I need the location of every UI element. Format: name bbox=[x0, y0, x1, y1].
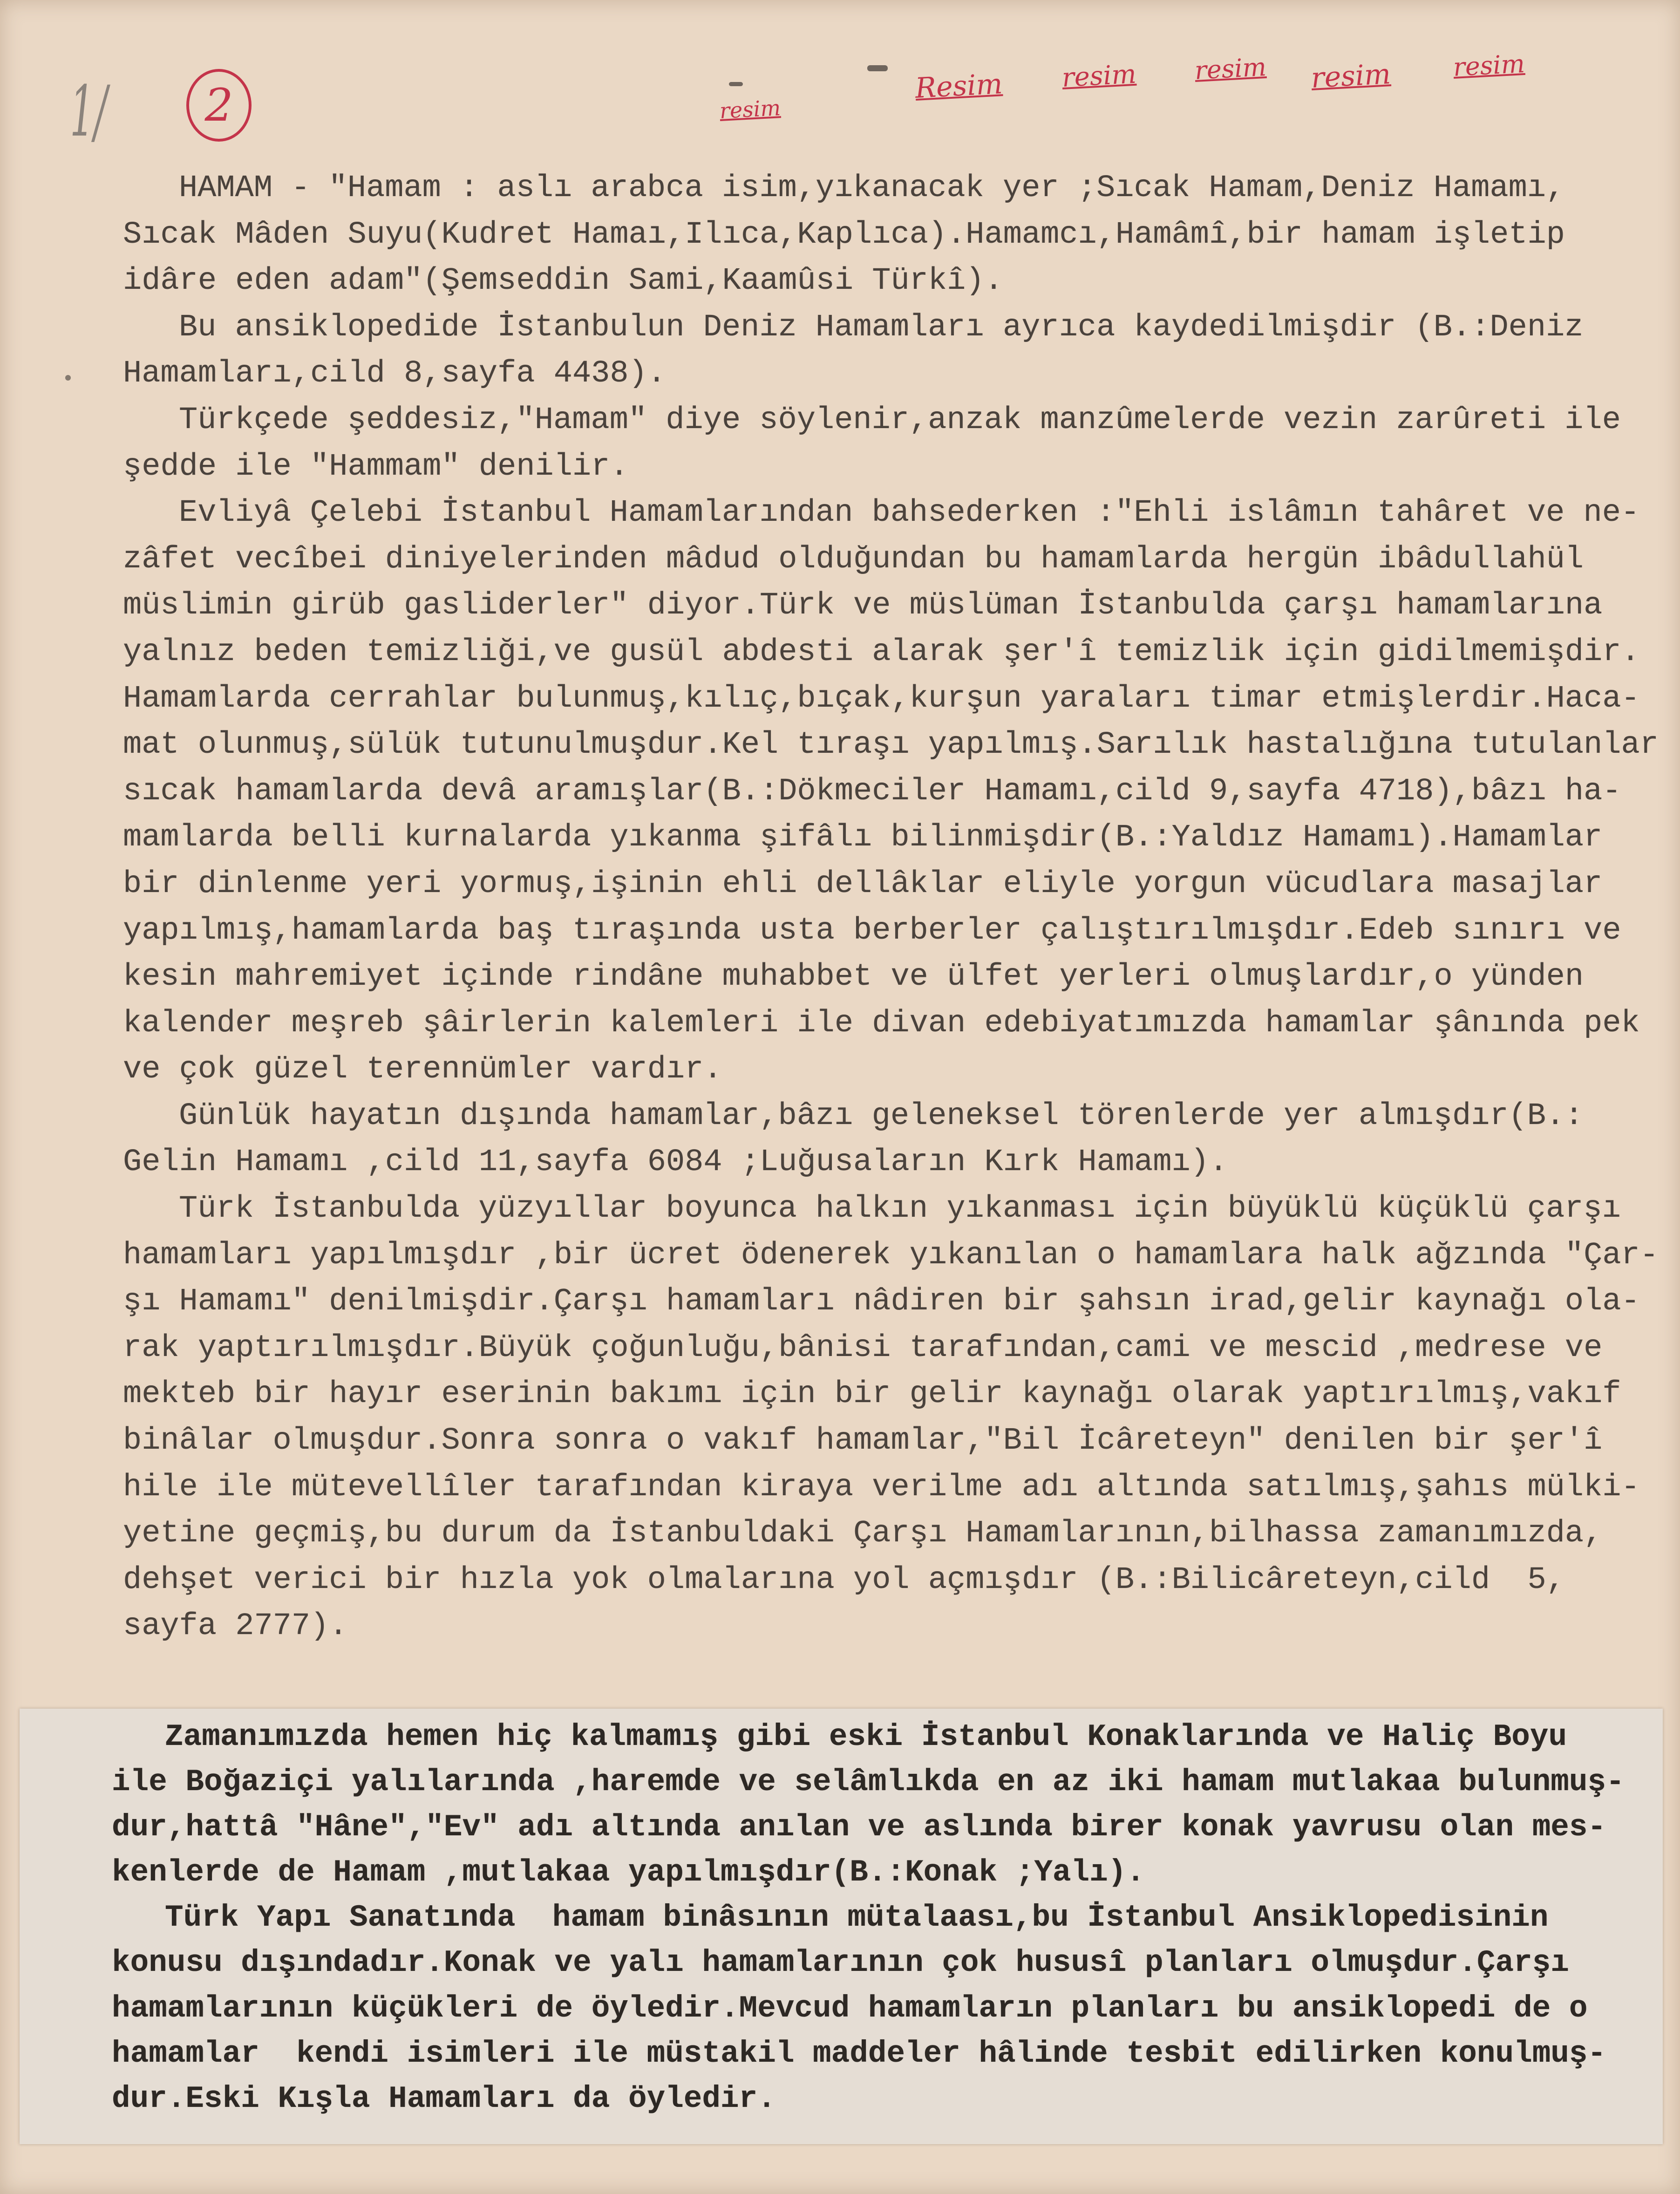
slip-line: dur.Eski Kışla Hamamları da öyledir. bbox=[112, 2081, 776, 2116]
paragraph bbox=[123, 490, 1669, 1093]
paragraph bbox=[123, 397, 1669, 490]
red-pen-note: resim bbox=[1194, 52, 1267, 85]
text-line: bir dinlenme yeri yormuş,işinin ehli dellâklar eliyle yorgun vücudlara masajlar bbox=[123, 866, 1603, 902]
text-line: yapılmış,hamamlarda baş tıraşında usta berberler çalıştırılmışdır.Edeb sınırı ve bbox=[123, 913, 1621, 948]
text-line: Hamamlarda cerrahlar bulunmuş,kılıç,bıçak,kurşun yaraları timar etmişlerdir.Haca- bbox=[123, 681, 1640, 716]
text-line: hamamları yapılmışdır ,bir ücret ödenerek yıkanılan o hamamlara halk ağzında "Çar- bbox=[123, 1237, 1659, 1273]
red-pen-note: Resim bbox=[914, 68, 1004, 105]
text-line: mekteb bir hayır eserinin bakımı için bir gelir kaynağı olarak yaptırılmış,vakıf bbox=[123, 1376, 1621, 1412]
text-line: sayfa 2777). bbox=[123, 1608, 348, 1644]
text-line: Sıcak Mâden Suyu(Kudret Hamaı,Ilıca,Kaplıca).Hamamcı,Hamâmî,bir hamam işletip bbox=[123, 217, 1565, 252]
text-line: Bu ansiklopedide İstanbulun Deniz Hamamları ayrıca kaydedilmişdir (B.:Deniz bbox=[179, 309, 1584, 345]
text-line: HAMAM - "Hamam : aslı arabca isim,yıkanacak yer ;Sıcak Hamam,Deniz Hamamı, bbox=[179, 170, 1565, 206]
pasted-slip bbox=[20, 1709, 1663, 2144]
slip-line: hamamlarının küçükleri de öyledir.Mevcud hamamların planları bu ansiklopedi de o bbox=[112, 1990, 1588, 2026]
text-line: sıcak hamamlarda devâ aramışlar(B.:Dökmeciler Hamamı,cild 9,sayfa 4718),bâzı ha- bbox=[123, 773, 1621, 809]
slip-line: konusu dışındadır.Konak ve yalı hamamlarının çok hususî planları olmuşdur.Çarşı bbox=[112, 1945, 1569, 1981]
text-line: zâfet vecîbei diniyelerinden mâdud olduğundan bu hamamlarda hergün ibâdullahül bbox=[123, 541, 1584, 577]
text-line: dehşet verici bir hızla yok olmalarına yol açmışdır (B.:Bilicâreteyn,cild 5, bbox=[123, 1562, 1565, 1598]
pencil-folio-mark: 1/ bbox=[70, 71, 108, 152]
text-line: Türkçede şeddesiz,"Hamam" diye söylenir,anzak manzûmelerde vezin zarûreti ile bbox=[179, 402, 1621, 438]
paragraph bbox=[123, 305, 1669, 397]
paragraph bbox=[123, 1186, 1669, 1650]
margin-dot bbox=[65, 375, 71, 381]
text-line: Türk İstanbulda yüzyıllar boyunca halkın yıkanması için büyüklü küçüklü çarşı bbox=[179, 1191, 1621, 1227]
main-text bbox=[123, 165, 1669, 1650]
slip-line: Türk Yapı Sanatında hamam binâsının mütalaası,bu İstanbul Ansiklopedisinin bbox=[165, 1900, 1549, 1935]
paragraph bbox=[123, 1093, 1669, 1186]
ink-smudge bbox=[729, 82, 743, 86]
text-line: Hamamları,cild 8,sayfa 4438). bbox=[123, 356, 666, 392]
text-line: yetine geçmiş,bu durum da İstanbuldaki Çarşı Hamamlarının,bilhassa zamanımızda, bbox=[123, 1516, 1603, 1552]
paragraph bbox=[123, 165, 1669, 305]
text-line: kalender meşreb şâirlerin kalemleri ile divan edebiyatımızda hamamlar şânında pek bbox=[123, 1005, 1640, 1041]
red-pen-note: resim bbox=[719, 95, 782, 123]
text-line: kesin mahremiyet içinde rindâne muhabbet ve ülfet yerleri olmuşlardır,o yünden bbox=[123, 959, 1584, 995]
text-line: Günlük hayatın dışında hamamlar,bâzı geleneksel törenlerde yer almışdır(B.: bbox=[179, 1098, 1584, 1134]
text-line: mat olunmuş,sülük tutunulmuşdur.Kel tıraşı yapılmış.Sarılık hastalığına tutulanlar bbox=[123, 727, 1659, 763]
text-line: ve çok güzel terennümler vardır. bbox=[123, 1052, 722, 1088]
text-line: Evliyâ Çelebi İstanbul Hamamlarından bahsederken :"Ehli islâmın tahâret ve ne- bbox=[179, 495, 1640, 531]
text-line: idâre eden adam"(Şemseddin Sami,Kaamûsi Türkî). bbox=[123, 263, 1003, 299]
text-line: rak yaptırılmışdır.Büyük çoğunluğu,bânisi tarafından,cami ve mescid ,medrese ve bbox=[123, 1330, 1603, 1366]
text-line: şı Hamamı" denilmişdir.Çarşı hamamları nâdiren bir şahsın irad,gelir kaynağı ola- bbox=[123, 1284, 1640, 1320]
circled-page-number bbox=[186, 69, 252, 142]
red-pen-note: resim bbox=[1452, 48, 1526, 82]
text-line: müslimin girüb gasliderler" diyor.Türk ve müslüman İstanbulda çarşı hamamlarına bbox=[123, 588, 1603, 624]
text-line: binâlar olmuşdur.Sonra sonra o vakıf hamamlar,"Bil İcâreteyn" denilen bir şer'î bbox=[123, 1423, 1603, 1459]
paragraph bbox=[112, 1895, 1649, 2121]
text-line: mamlarda belli kurnalarda yıkanma şifâlı bilinmişdir(B.:Yaldız Hamamı).Hamamlar bbox=[123, 820, 1603, 856]
red-pen-note: resim bbox=[1310, 58, 1392, 95]
slip-line: ile Boğaziçi yalılarında ,haremde ve selâmlıkda en az iki hamam mutlakaa bulunmuş- bbox=[112, 1765, 1625, 1800]
slip-line: Zamanımızda hemen hiç kalmamış gibi eski İstanbul Konaklarında ve Haliç Boyu bbox=[165, 1719, 1567, 1754]
page-number: 2 bbox=[204, 79, 233, 131]
slip-line: kenlerde de Hamam ,mutlakaa yapılmışdır(B.:Konak ;Yalı). bbox=[112, 1855, 1145, 1890]
red-pen-note: resim bbox=[1061, 59, 1137, 93]
slip-text bbox=[112, 1714, 1649, 2121]
text-line: hile ile mütevellîler tarafından kiraya verilme adı altında satılmış,şahıs mülki- bbox=[123, 1469, 1640, 1505]
ink-smudge bbox=[867, 65, 888, 71]
text-line: Gelin Hamamı ,cild 11,sayfa 6084 ;Luğusaların Kırk Hamamı). bbox=[123, 1145, 1228, 1180]
slip-line: dur,hattâ "Hâne","Ev" adı altında anılan ve aslında birer konak yavrusu olan mes- bbox=[112, 1810, 1606, 1845]
text-line: yalnız beden temizliği,ve gusül abdesti alarak şer'î temizlik için gidilmemişdir. bbox=[123, 634, 1640, 670]
paragraph bbox=[112, 1714, 1649, 1895]
slip-line: hamamlar kendi isimleri ile müstakil maddeler hâlinde tesbit edilirken konulmuş- bbox=[112, 2036, 1606, 2071]
text-line: şedde ile "Hammam" denilir. bbox=[123, 449, 629, 484]
